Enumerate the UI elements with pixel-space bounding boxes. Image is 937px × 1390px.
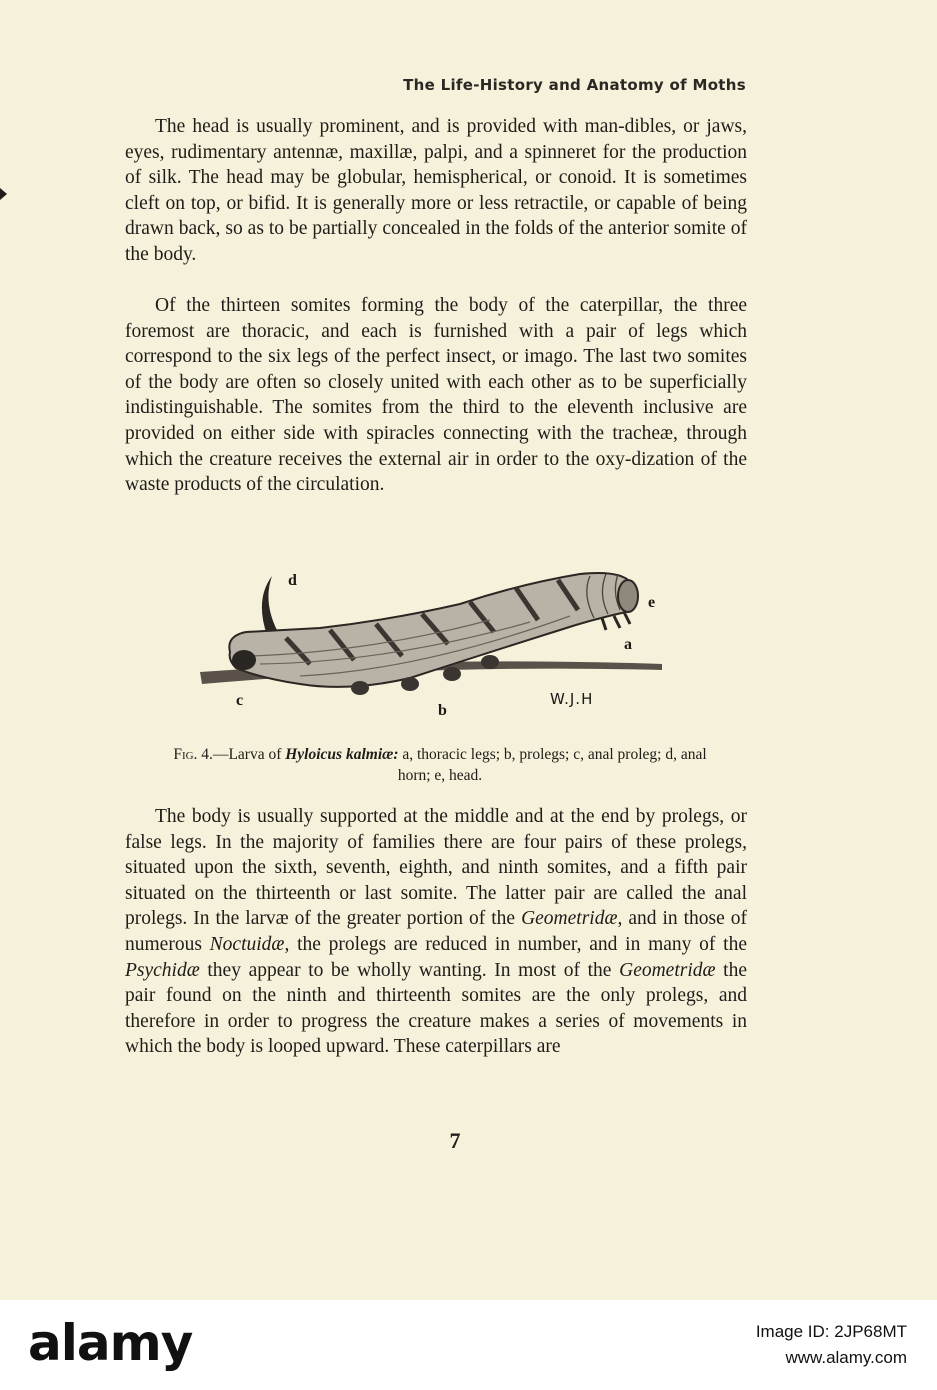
figure-label-c: c — [236, 692, 244, 709]
paragraph-prolegs-text-1: The body is usually supported at the middle and at the end by prolegs, or false legs. In the majority of families there are four pairs of these prolegs, situated upon the sixth, seventh, eighth, and ninth somites, and a fifth pair situated on the thirteenth or last somite. The latter pair are called the anal prolegs. In the larvæ of the greater portion of the — [125, 806, 747, 930]
caption-label: Fig. 4. — [173, 746, 213, 763]
paragraph-prolegs-text-2: , and in those of numerous — [125, 908, 747, 955]
paragraph-prolegs-text-3: , the prolegs are reduced in number, and in many of the — [284, 933, 748, 955]
anal-proleg-shape — [232, 650, 256, 670]
paragraph-prolegs — [125, 804, 747, 1060]
taxon-psychidae: Psychidæ — [125, 959, 200, 981]
figure-label-d: d — [288, 572, 297, 589]
site-url: www.alamy.com — [785, 1348, 907, 1367]
paragraph-prolegs-text-4: they appear to be wholly wanting. In most of the — [199, 959, 620, 981]
alamy-logo: alamy — [28, 1314, 193, 1372]
figure-label-b: b — [438, 702, 447, 719]
paragraph-somites: Of the thirteen somites forming the body of the caterpillar, the three foremost are thoracic, and each is furnished with a pair of legs which correspond to the six legs of the perfect insect, or imago. The last two somites of the body are often so closely united with each other as to be superficially indistinguishable. The somites from the third to the eleventh inclusive are provided on either side with spiracles connecting with the tracheæ, through which the creature receives the external air in order to the oxy-dization of the waste products of the circulation. — [125, 295, 747, 496]
taxon-noctuidae: Noctuidæ — [209, 933, 285, 955]
larva-head — [618, 580, 638, 612]
paragraph-head: The head is usually prominent, and is provided with man-dibles, or jaws, eyes, rudimentary antennæ, maxillæ, palpi, and a spinneret for the production of silk. The head may be globular, hemispherical, or conoid. It is sometimes cleft on top, or bifid. It is generally more or less retractile, or capable of being drawn back, so as to be partially concealed in the folds of the anterior somite of the body. — [125, 116, 747, 265]
caption-species: Hyloicus kalmiæ: — [285, 746, 399, 763]
figure-label-e: e — [648, 594, 656, 611]
caterpillar-illustration — [190, 560, 670, 730]
caption-rest: a, thoracic legs; b, prolegs; c, anal proleg; d, anal horn; e, head. — [397, 746, 707, 784]
taxon-geometridae: Geometridæ — [521, 908, 618, 930]
caterpillar-figure — [190, 560, 670, 730]
taxon-geometridae-2: Geometridæ — [619, 959, 716, 981]
anal-horn-shape — [262, 576, 280, 638]
margin-arrow-mark — [0, 188, 7, 200]
figure-caption — [160, 744, 720, 786]
figure-label-a: a — [624, 636, 632, 653]
page-number: 7 — [449, 1128, 461, 1153]
larva-body — [229, 573, 633, 687]
artist-signature: W.J.H — [550, 690, 594, 708]
running-head: The Life-History and Anatomy of Moths — [403, 76, 746, 94]
image-id: Image ID: 2JP68MT — [755, 1322, 907, 1341]
paragraph-prolegs-text-5: the pair found on the ninth and thirteenth somites are the only prolegs, and therefore in order to progress the creature makes a series of movements in which the body is looped upward. These caterpillars are — [125, 959, 747, 1058]
caption-dash: —Larva of — [212, 746, 286, 763]
